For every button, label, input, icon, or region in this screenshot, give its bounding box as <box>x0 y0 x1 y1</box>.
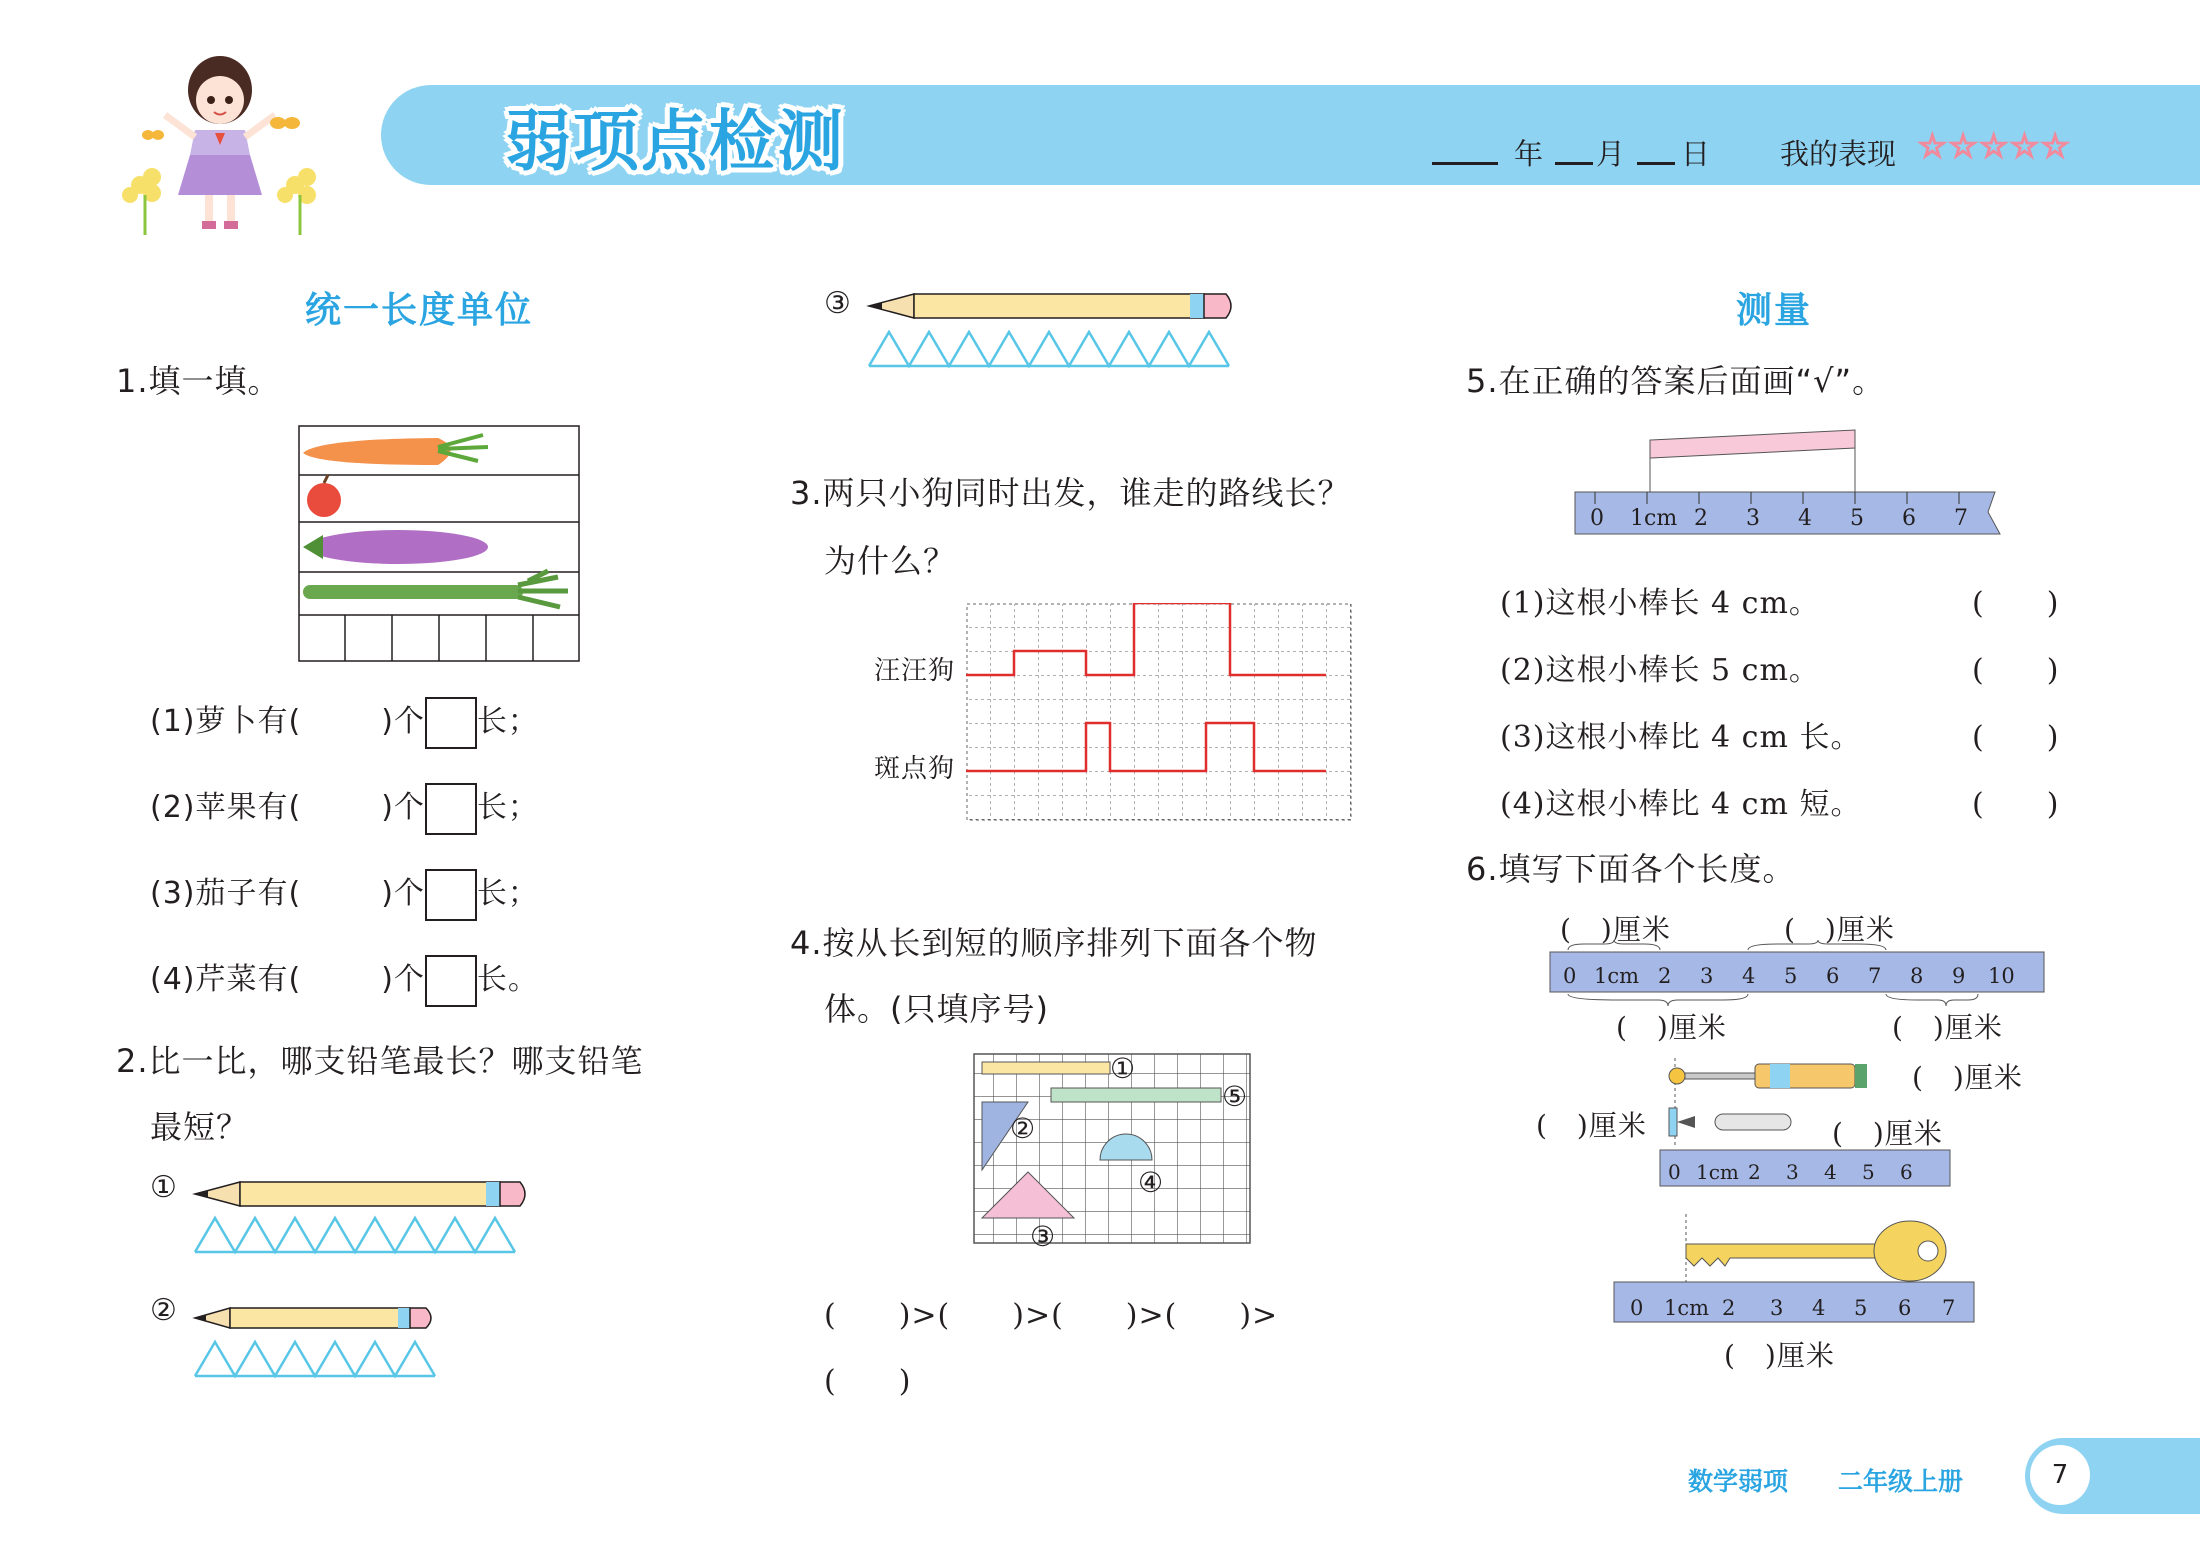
month-label: 月 <box>1596 137 1626 171</box>
pencil-3-figure <box>864 290 1254 380</box>
q1-item-3: (3)茄子有( )个 长； <box>150 868 539 921</box>
rating-stars[interactable]: ☆☆☆☆☆ <box>1918 127 2072 165</box>
question-4-line1: 4.按从长到短的顺序排列下面各个物 <box>790 924 1318 962</box>
object-label-4: ④ <box>1138 1166 1165 1199</box>
q5-item-2: (2)这根小棒长 5 cm。 <box>1500 653 1820 688</box>
question-5-title: 5.在正确的答案后面画“√”。 <box>1466 362 1886 400</box>
question-1-title: 1.填一填。 <box>116 362 281 400</box>
object-label-1: ① <box>1110 1052 1137 1085</box>
object-label-5: ⑤ <box>1222 1080 1249 1113</box>
q6-blank-clip[interactable]: ( )厘米 <box>1832 1117 1943 1150</box>
pencil-label-2: ② <box>150 1293 178 1328</box>
pencil-1-figure <box>190 1172 535 1262</box>
question-2-line2: 最短？ <box>150 1108 250 1146</box>
q5-item-4: (4)这根小棒比 4 cm 短。 <box>1500 787 1862 822</box>
dog-label-bandian: 斑点狗 <box>874 754 956 784</box>
pencil-2-figure <box>190 1296 450 1386</box>
page-title: 弱项点检测 <box>505 102 845 180</box>
pencil-label-1: ① <box>150 1170 178 1205</box>
q6-blank-top-right[interactable]: ( )厘米 <box>1784 913 1895 946</box>
year-blank[interactable] <box>1432 162 1498 165</box>
q5-paren-3[interactable]: ( ) <box>1972 720 2060 755</box>
q6-blank-pen[interactable]: ( )厘米 <box>1912 1061 2023 1094</box>
q5-paren-2[interactable]: ( ) <box>1972 653 2060 688</box>
question-2-line1: 2.比一比，哪支铅笔最长？哪支铅笔 <box>116 1042 644 1080</box>
answer-box[interactable] <box>425 869 477 921</box>
q6-blank-bottom-right[interactable]: ( )厘米 <box>1892 1011 2003 1044</box>
answer-box[interactable] <box>425 783 477 835</box>
q5-paren-1[interactable]: ( ) <box>1972 586 2060 621</box>
footer-grade: 二年级上册 <box>1838 1467 1964 1496</box>
page-number: 7 <box>2030 1445 2090 1505</box>
month-blank[interactable] <box>1555 162 1593 165</box>
q1-item-1: (1)萝卜有( )个 长； <box>150 696 539 749</box>
answer-box[interactable] <box>425 697 477 749</box>
q1-item-2: (2)苹果有( )个 长； <box>150 782 539 835</box>
section-title-measure: 测量 <box>1736 289 1813 331</box>
q4-answer-line1[interactable]: ( )>( )>( )>( )> <box>824 1298 1279 1333</box>
q5-paren-4[interactable]: ( ) <box>1972 787 2060 822</box>
object-label-3: ③ <box>1030 1220 1057 1253</box>
q4-answer-line2[interactable]: ( ) <box>824 1364 912 1399</box>
vegetable-grid-figure <box>298 425 583 669</box>
q6-blank-pin[interactable]: ( )厘米 <box>1536 1109 1647 1142</box>
question-3-line2: 为什么？ <box>824 542 957 580</box>
day-label: 日 <box>1681 137 1711 171</box>
q1-item-4: (4)芹菜有( )个 长。 <box>150 954 539 1007</box>
header-illustration <box>110 45 330 245</box>
pencil-label-3: ③ <box>824 286 852 321</box>
object-label-2: ② <box>1010 1112 1037 1145</box>
section-title-unify-units: 统一长度单位 <box>305 289 534 331</box>
q5-item-3: (3)这根小棒比 4 cm 长。 <box>1500 720 1862 755</box>
question-6-title: 6.填写下面各个长度。 <box>1466 850 1796 888</box>
q5-item-1: (1)这根小棒长 4 cm。 <box>1500 586 1820 621</box>
q6-blank-key[interactable]: ( )厘米 <box>1724 1339 1835 1372</box>
q6-blank-top-left[interactable]: ( )厘米 <box>1560 913 1671 946</box>
q6-blank-bottom-left[interactable]: ( )厘米 <box>1616 1011 1727 1044</box>
year-label: 年 <box>1514 137 1544 171</box>
question-3-line1: 3.两只小狗同时出发，谁走的路线长？ <box>790 474 1351 512</box>
dog-route-grid <box>966 603 1354 827</box>
performance-label: 我的表现 <box>1780 137 1897 171</box>
dog-label-wangwang: 汪汪狗 <box>874 656 956 686</box>
footer-book-title: 数学弱项 <box>1688 1467 1789 1496</box>
question-4-line2: 体。(只填序号) <box>824 990 1049 1028</box>
answer-box[interactable] <box>425 955 477 1007</box>
day-blank[interactable] <box>1637 162 1675 165</box>
